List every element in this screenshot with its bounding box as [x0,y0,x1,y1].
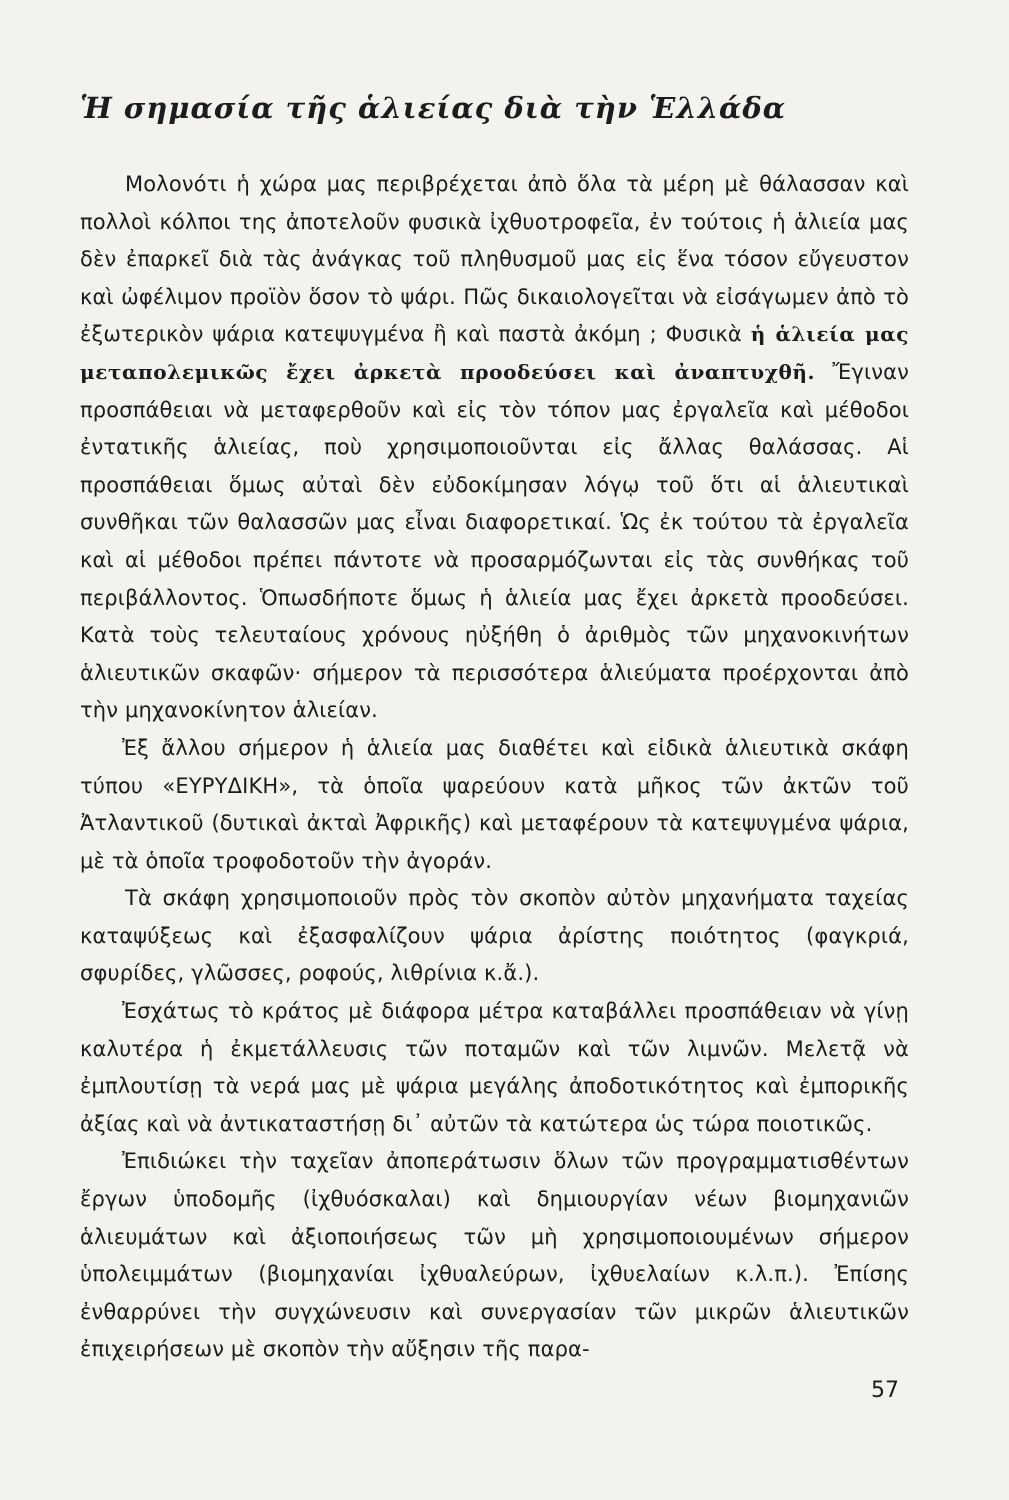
page-number: 57 [871,1378,899,1403]
paragraph-1-text: Μολονότι ἡ χώρα μας περιβρέχεται ἀπὸ ὅλα τὰ μέρη μὲ θάλασσαν καὶ πολλοὶ κόλποι της ἀποτελοῦν φυσικὰ ἰχθυοτροφεῖα, ἐν τούτοις ἡ ἁλιεία μας δὲν ἐπαρκεῖ διὰ τὰς ἀνάγκας τοῦ πληθυσμοῦ μας εἰς ἕνα τόσον εὔγευστον καὶ ὠφέλιμον προϊὸν ὅσον τὸ ψάρι. Πῶς δικαιολογεῖται νὰ εἰσάγωμεν ἀπὸ τὸ ἐξωτερικὸν ψάρια κατεψυγμένα ἢ καὶ παστὰ ἀκόμη ; Φυσικὰ [80,172,909,347]
page-title: Ἡ σημασία τῆς ἁλιείας διὰ τὴν Ἑλλάδα [80,91,787,125]
paragraph-3: Τὰ σκάφη χρησιμοποιοῦν πρὸς τὸν σκοπὸν αὐτὸν μηχανήματα ταχείας καταψύξεως καὶ ἐξασφαλίζουν ψάρια ἀρίστης ποιότητος (φαγκριά, σφυρίδες, γλῶσσες, ροφούς, λιθρίνια κ.ἄ.). [80,886,909,986]
paragraph-1 [80,166,909,730]
emphasized-statement: ἡ ἁλιεία μας μεταπολεμικῶς ἔχει ἀρκετὰ προοδεύσει καὶ ἀναπτυχθῆ. [80,322,909,384]
paragraph-2: Ἐξ ἄλλου σήμερον ἡ ἁλιεία μας διαθέτει καὶ εἰδικὰ ἁλιευτικὰ σκάφη τύπου «ΕΥΡΥΔΙΚΗ», τὰ ὁποῖα ψαρεύουν κατὰ μῆκος τῶν ἀκτῶν τοῦ Ἀτλαντικοῦ (δυτικαὶ ἀκταὶ Ἀφρικῆς) καὶ μεταφέρουν τὰ κατεψυγμένα ψάρια, μὲ τὰ ὁποῖα τροφοδοτοῦν τὴν ἀγοράν. [80,735,909,873]
paragraph-5: Ἐπιδιώκει τὴν ταχεῖαν ἀποπεράτωσιν ὅλων τῶν προγραμματισθέντων ἔργων ὑποδομῆς (ἰχθυόσκαλαι) καὶ δημιουργίαν νέων βιομηχανιῶν ἁλιευμάτων καὶ ἀξιοποιήσεως τῶν μὴ χρησιμοποιουμένων σήμερον ὑπολειμμάτων (βιομηχανίαι ἰχθυαλεύρων, ἰχθυελαίων κ.λ.π.). Ἐπίσης ἐνθαρρύνει τὴν συγχώνευσιν καὶ συνεργασίαν τῶν μικρῶν ἁλιευτικῶν ἐπιχειρήσεων μὲ σκοπὸν τὴν αὔξησιν τῆς παρα- [80,1149,909,1362]
paragraph-4: Ἐσχάτως τὸ κράτος μὲ διάφορα μέτρα καταβάλλει προσπάθειαν νὰ γίνῃ καλυτέρα ἡ ἐκμετάλλευσις τῶν ποταμῶν καὶ τῶν λιμνῶν. Μελετᾷ νὰ ἐμπλουτίσῃ τὰ νερά μας μὲ ψάρια μεγάλης ἀποδοτικότητος καὶ ἐμπορικῆς ἀξίας καὶ νὰ ἀντικαταστήσῃ δι᾽ αὐτῶν τὰ κατώτερα ὡς τώρα ποιοτικῶς. [80,999,909,1136]
body-text [80,166,909,1369]
paragraph-1-continuation: Ἔγιναν προσπάθειαι νὰ μεταφερθοῦν καὶ εἰς τὸν τόπον μας ἐργαλεῖα καὶ μέθοδοι ἐντατικῆς ἁλιείας, ποὺ χρησιμοποιοῦνται εἰς ἄλλας θαλάσσας. Αἱ προσπάθειαι ὅμως αὐταὶ δὲν εὐδοκίμησαν λόγῳ τοῦ ὅτι αἱ ἁλιευτικαὶ συνθῆκαι τῶν θαλασσῶν μας εἶναι διαφορετικαί. Ὡς ἐκ τούτου τὰ ἐργαλεῖα καὶ αἱ μέθοδοι πρέπει πάντοτε νὰ προσαρμόζωνται εἰς τὰς συνθήκας τοῦ περιβάλλοντος. Ὁπωσδήποτε ὅμως ἡ ἁλιεία μας ἔχει ἀρκετὰ προοδεύσει. Κατὰ τοὺς τελευταίους χρόνους ηὐξήθη ὁ ἀριθμὸς τῶν μηχανοκινήτων ἁλιευτικῶν σκαφῶν· σήμερον τὰ περισσότερα ἁλιεύματα προέρχονται ἀπὸ τὴν μηχανοκίνητον ἁλιείαν. [80,359,909,723]
